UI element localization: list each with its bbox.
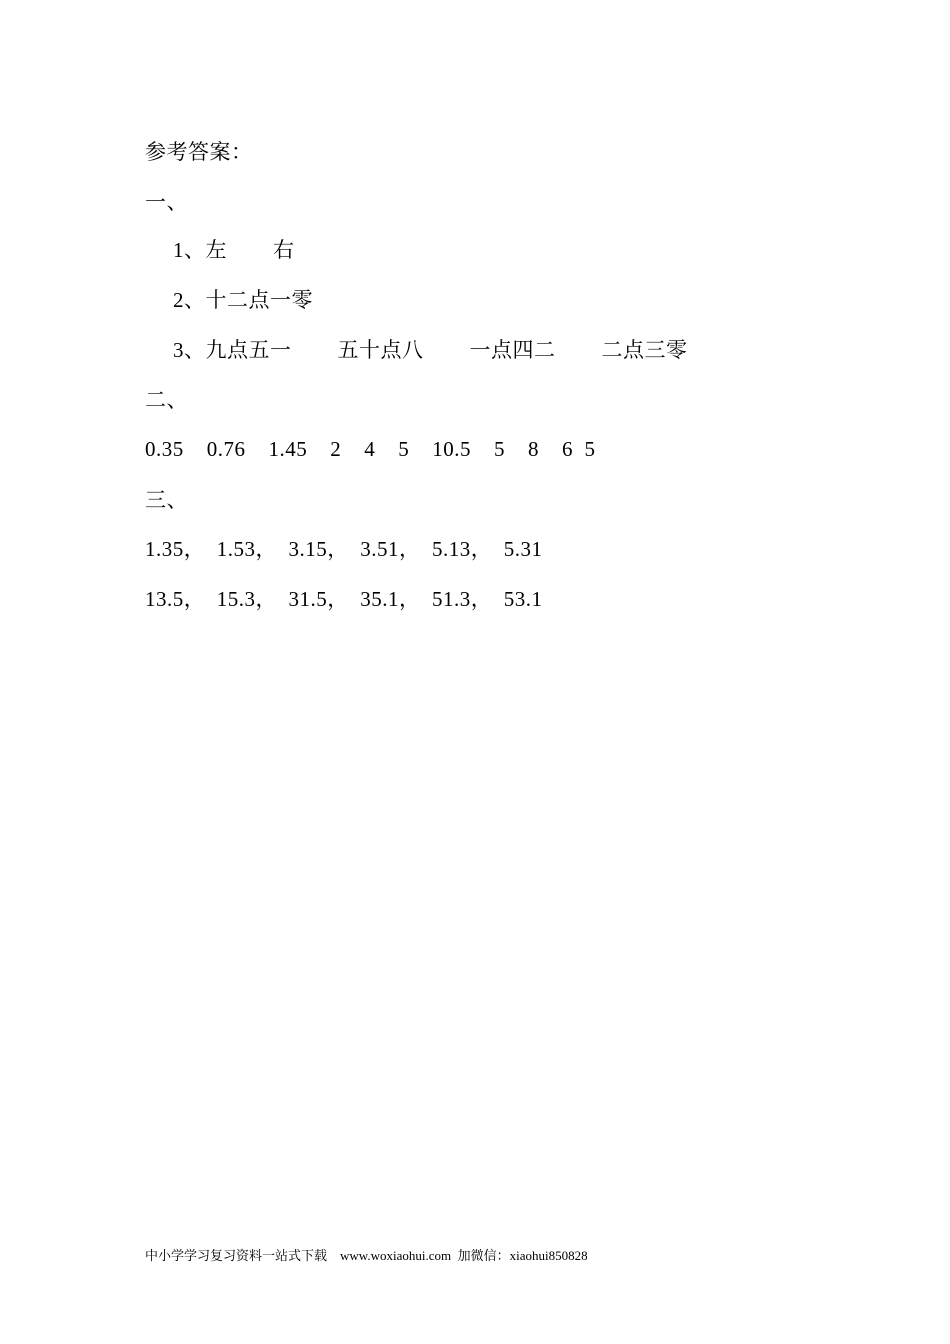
- section-3-row-1: 1.35， 1.53， 3.15， 3.51， 5.13， 5.31: [145, 537, 543, 561]
- section-2-answers: 0.35 0.76 1.45 2 4 5 10.5 5 8 6 5: [145, 437, 596, 461]
- section-1-item-3: 3、九点五一 五十点八 一点四二 二点三零: [173, 338, 688, 362]
- section-2-heading: 二、: [145, 388, 188, 412]
- section-3-heading: 三、: [145, 488, 188, 512]
- answer-key-title: 参考答案：: [145, 140, 253, 164]
- section-1-item-2: 2、十二点一零: [173, 288, 313, 312]
- section-1-item-1: 1、左 右: [173, 238, 295, 262]
- page-footer: 中小学学习复习资料一站式下载 www.woxiaohui.com 加微信：xiaohui850828: [145, 1248, 588, 1263]
- section-3-row-2: 13.5， 15.3， 31.5， 35.1， 51.3， 53.1: [145, 587, 543, 611]
- section-1-heading: 一、: [145, 190, 188, 214]
